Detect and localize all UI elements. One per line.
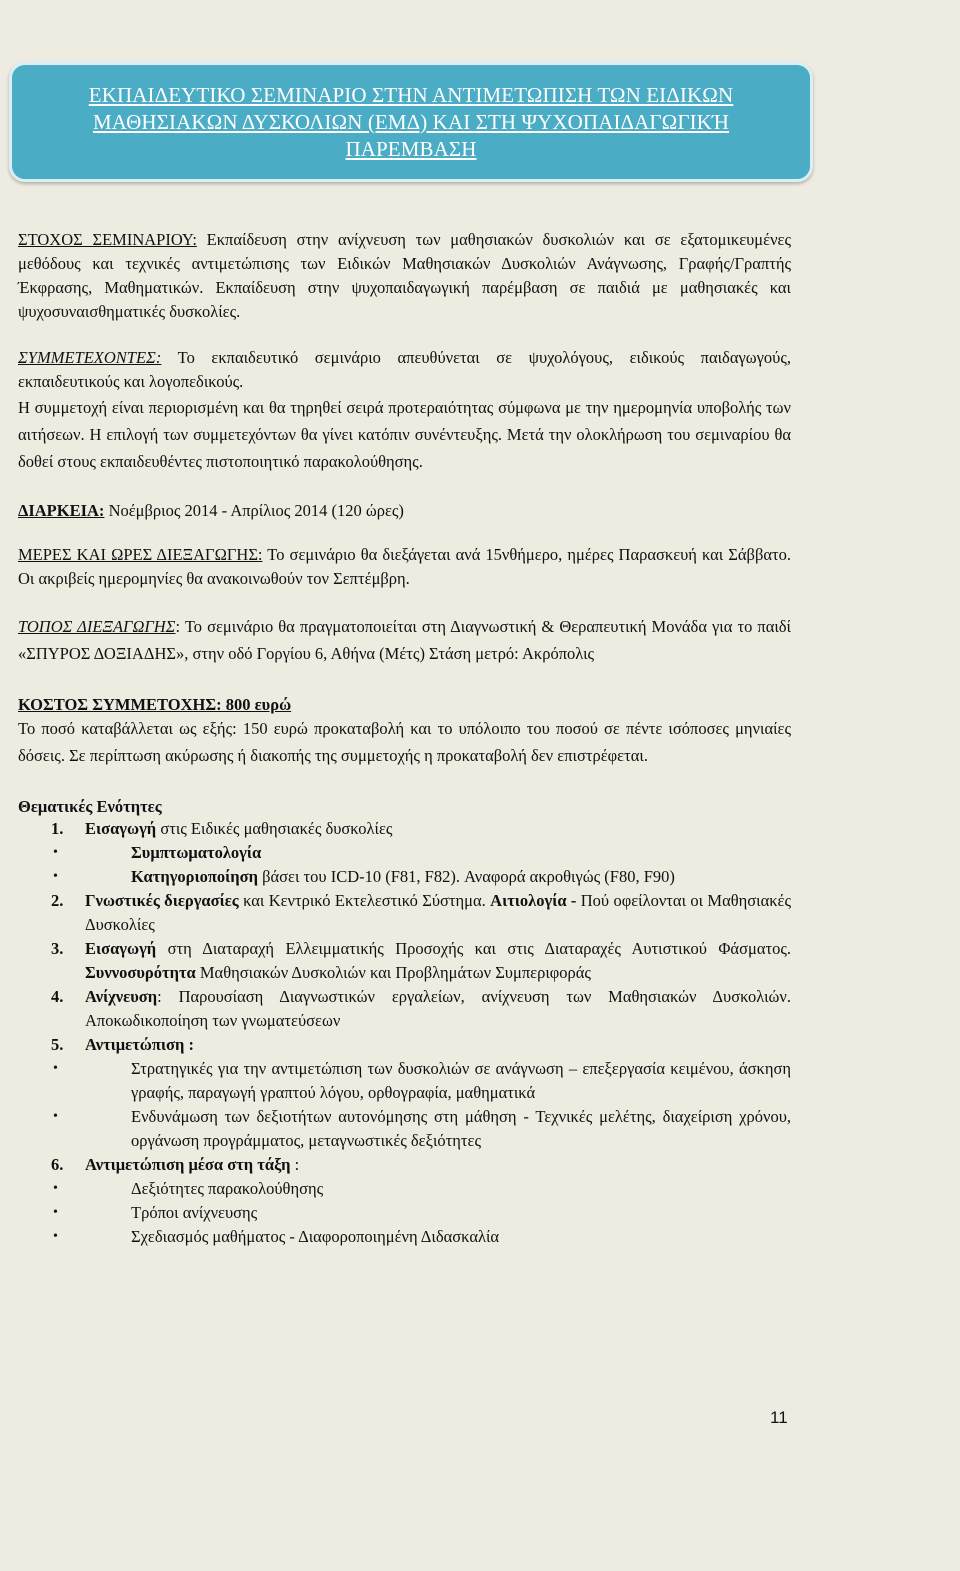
topic-title-secondary: Συννοσυρότητα xyxy=(85,963,196,982)
participants-paragraph xyxy=(18,346,791,394)
venue-paragraph xyxy=(18,613,791,667)
topic-text: : xyxy=(290,1155,300,1174)
bullet-icon: • xyxy=(53,845,58,860)
topic-text: στις Ειδικές μαθησιακές δυσκολίες xyxy=(156,819,393,838)
topic-text-secondary: Πού οφείλονται οι Μαθησιακές Δυσκολίες xyxy=(85,891,791,934)
subtopic-item xyxy=(53,1105,791,1153)
topic-number: 6. xyxy=(51,1155,64,1174)
cost-label: ΚΟΣΤΟΣ ΣΥΜΜΕΤΟΧΗΣ: 800 ευρώ xyxy=(18,695,292,714)
subtopic-item xyxy=(53,841,791,865)
subtopic-text: Τρόποι ανίχνευσης xyxy=(131,1203,258,1222)
subtopic-bold: Κατηγοριοποίηση xyxy=(131,867,258,886)
bullet-icon: • xyxy=(53,869,58,884)
topic-number: 3. xyxy=(51,939,64,958)
topic-text: : Παρουσίαση Διαγνωστικών εργαλείων, ανίχνευση των Μαθησιακών Δυσκολιών. Αποκωδικοποίηση των γνωματεύσεων xyxy=(85,987,791,1030)
schedule-paragraph xyxy=(18,543,791,591)
topics-list xyxy=(18,817,791,1249)
topic-number: 1. xyxy=(51,819,64,838)
duration-text: Νοέμβριος 2014 - Απρίλιος 2014 (120 ώρες) xyxy=(104,501,404,520)
topic-number: 4. xyxy=(51,987,64,1006)
subtopic-text: βάσει του ICD-10 (F81, F82). Αναφορά ακροθιγώς (F80, F90) xyxy=(258,867,675,886)
subtopic-item xyxy=(53,1201,791,1225)
topic-title: Γνωστικές διεργασίες xyxy=(85,891,239,910)
subtopic-text: Σχεδιασμός μαθήματος - Διαφοροποιημένη Διδασκαλία xyxy=(131,1227,500,1246)
duration-label: ΔΙΑΡΚΕΙΑ: xyxy=(18,501,105,520)
topic-number: 2. xyxy=(51,891,64,910)
goal-text: Εκπαίδευση στην ανίχνευση των μαθησιακών δυσκολιών και σε εξατομικευμένες μεθόδους και τεχνικές αντιμετώπισης των Ειδικών Μαθησιακών Δυσκολιών Ανάγνωσης, Γραφής/Γραπτής Έκφρασης, Μαθηματικών. Εκπαίδευση στην ψυχοπαιδαγωγική παρέμβαση σε παιδιά με μαθησιακές και ψυχοσυναισθηματικές δυσκολίες. xyxy=(18,230,791,321)
title-banner xyxy=(9,62,813,182)
goal-label: ΣΤΟΧΟΣ ΣΕΜΙΝΑΡΙΟΥ: xyxy=(18,230,197,249)
topic-number: 5. xyxy=(51,1035,64,1054)
page-number: 11 xyxy=(770,1408,788,1427)
topic-text-secondary: Μαθησιακών Δυσκολιών και Προβλημάτων Συμπεριφοράς xyxy=(195,963,591,982)
subtopic-item xyxy=(53,1057,791,1105)
participation-note: Η συμμετοχή είναι περιορισμένη και θα τηρηθεί σειρά προτεραιότητας σύμφωνα με την ημερομηνία υποβολής των αιτήσεων. Η επιλογή των συμμετεχόντων θα γίνει κατόπιν συνέντευξης. Μετά την ολοκλήρωση του σεμιναρίου θα δοθεί στους εκπαιδευθέντες πιστοποιητικό παρακολούθησης. xyxy=(18,398,791,471)
topic-item xyxy=(18,1153,791,1249)
bullet-icon: • xyxy=(53,1109,58,1124)
participants-text: Το εκπαιδευτικό σεμινάριο απευθύνεται σε ψυχολόγους, ειδικούς παιδαγωγούς, εκπαιδευτικούς και λογοπεδικούς. xyxy=(18,348,791,391)
bullet-icon: • xyxy=(53,1229,58,1244)
topics-heading: Θεματικές Ενότητες xyxy=(18,797,162,816)
subtopic-list xyxy=(18,1057,791,1153)
topic-title: Αντιμετώπιση μέσα στη τάξη xyxy=(85,1155,291,1174)
bullet-icon: • xyxy=(53,1061,58,1076)
venue-colon: : xyxy=(175,617,181,636)
topic-title: Εισαγωγή xyxy=(85,819,157,838)
cost-text: Το ποσό καταβάλλεται ως εξής: 150 ευρώ προκαταβολή και το υπόλοιπο του ποσού σε πέντε ισόποσες μηνιαίες δόσεις. Σε περίπτωση ακύρωσης ή διακοπής της συμμετοχής η προκαταβολή δεν επιστρέφεται. xyxy=(18,719,791,765)
topic-text: στη Διαταραχή Ελλειμματικής Προσοχής και στις Διαταραχές Αυτιστικού Φάσματος. xyxy=(156,939,791,958)
topic-item xyxy=(18,817,791,889)
subtopic-item xyxy=(53,1225,791,1249)
topic-item xyxy=(18,985,791,1033)
topic-title-secondary: Αιτιολογία - xyxy=(490,891,577,910)
document-body xyxy=(18,228,791,1249)
schedule-text: Το σεμινάριο θα διεξάγεται ανά 15νθήμερο, ημέρες Παρασκευή και Σάββατο. Οι ακριβείς ημερομηνίες θα ανακοινωθούν τον Σεπτέμβρη. xyxy=(18,545,791,588)
document-title: ΕΚΠΑΙΔΕΥΤΙΚΟ ΣΕΜΙΝΑΡΙΟ ΣΤΗΝ ΑΝΤΙΜΕΤΩΠΙΣΗ ΤΩΝ ΕΙΔΙΚΩΝ ΜΑΘΗΣΙΑΚΩΝ ΔΥΣΚΟΛΙΩΝ (ΕΜΔ) ΚΑΙ ΣΤΗ ΨΥΧΟΠΑΙΔΑΓΩΓΙΚΉ ΠΑΡΕΜΒΑΣΗ xyxy=(88,82,734,161)
subtopic-item xyxy=(53,1177,791,1201)
topic-item xyxy=(18,889,791,937)
topic-title: Αντιμετώπιση : xyxy=(85,1035,194,1054)
subtopic-text: Ενδυνάμωση των δεξιοτήτων αυτονόμησης στη μάθηση - Τεχνικές μελέτης, διαχείριση χρόνου, οργάνωση προγράμματος, μεταγνωστικές δεξιότητες xyxy=(131,1107,791,1150)
topic-text: και Κεντρικό Εκτελεστικό Σύστημα. xyxy=(238,891,491,910)
venue-label: ΤΟΠΟΣ ΔΙΕΞΑΓΩΓΗΣ xyxy=(18,617,176,636)
subtopic-item xyxy=(53,865,791,889)
topic-title: Ανίχνευση xyxy=(85,987,158,1006)
bullet-icon: • xyxy=(53,1181,58,1196)
subtopic-text: Δεξιότητες παρακολούθησης xyxy=(131,1179,324,1198)
participants-label: ΣΥΜΜΕΤΕΧΟΝΤΕΣ: xyxy=(18,348,162,367)
topic-item xyxy=(18,937,791,985)
duration-paragraph xyxy=(18,501,791,521)
subtopic-list xyxy=(18,841,791,889)
subtopic-bold: Συμπτωματολογία xyxy=(131,843,262,862)
subtopic-list xyxy=(18,1177,791,1249)
goal-paragraph xyxy=(18,228,791,324)
topic-title: Εισαγωγή xyxy=(85,939,157,958)
schedule-label: ΜΕΡΕΣ ΚΑΙ ΩΡΕΣ ΔΙΕΞΑΓΩΓΗΣ: xyxy=(18,545,263,564)
venue-text: Το σεμινάριο θα πραγματοποιείται στη Διαγνωστική & Θεραπευτική Μονάδα για το παιδί «ΣΠΥΡΟΣ ΔΟΞΙΑΔΗΣ», στην οδό Γοργίου 6, Αθήνα (Μέτς) Στάση μετρό: Ακρόπολις xyxy=(18,617,791,663)
topic-item xyxy=(18,1033,791,1153)
bullet-icon: • xyxy=(53,1205,58,1220)
subtopic-text: Στρατηγικές για την αντιμετώπιση των δυσκολιών σε ανάγνωση – επεξεργασία κειμένου, άσκηση γραφής, παραγωγή γραπτού λόγου, ορθογραφία, μαθηματικά xyxy=(131,1059,791,1102)
